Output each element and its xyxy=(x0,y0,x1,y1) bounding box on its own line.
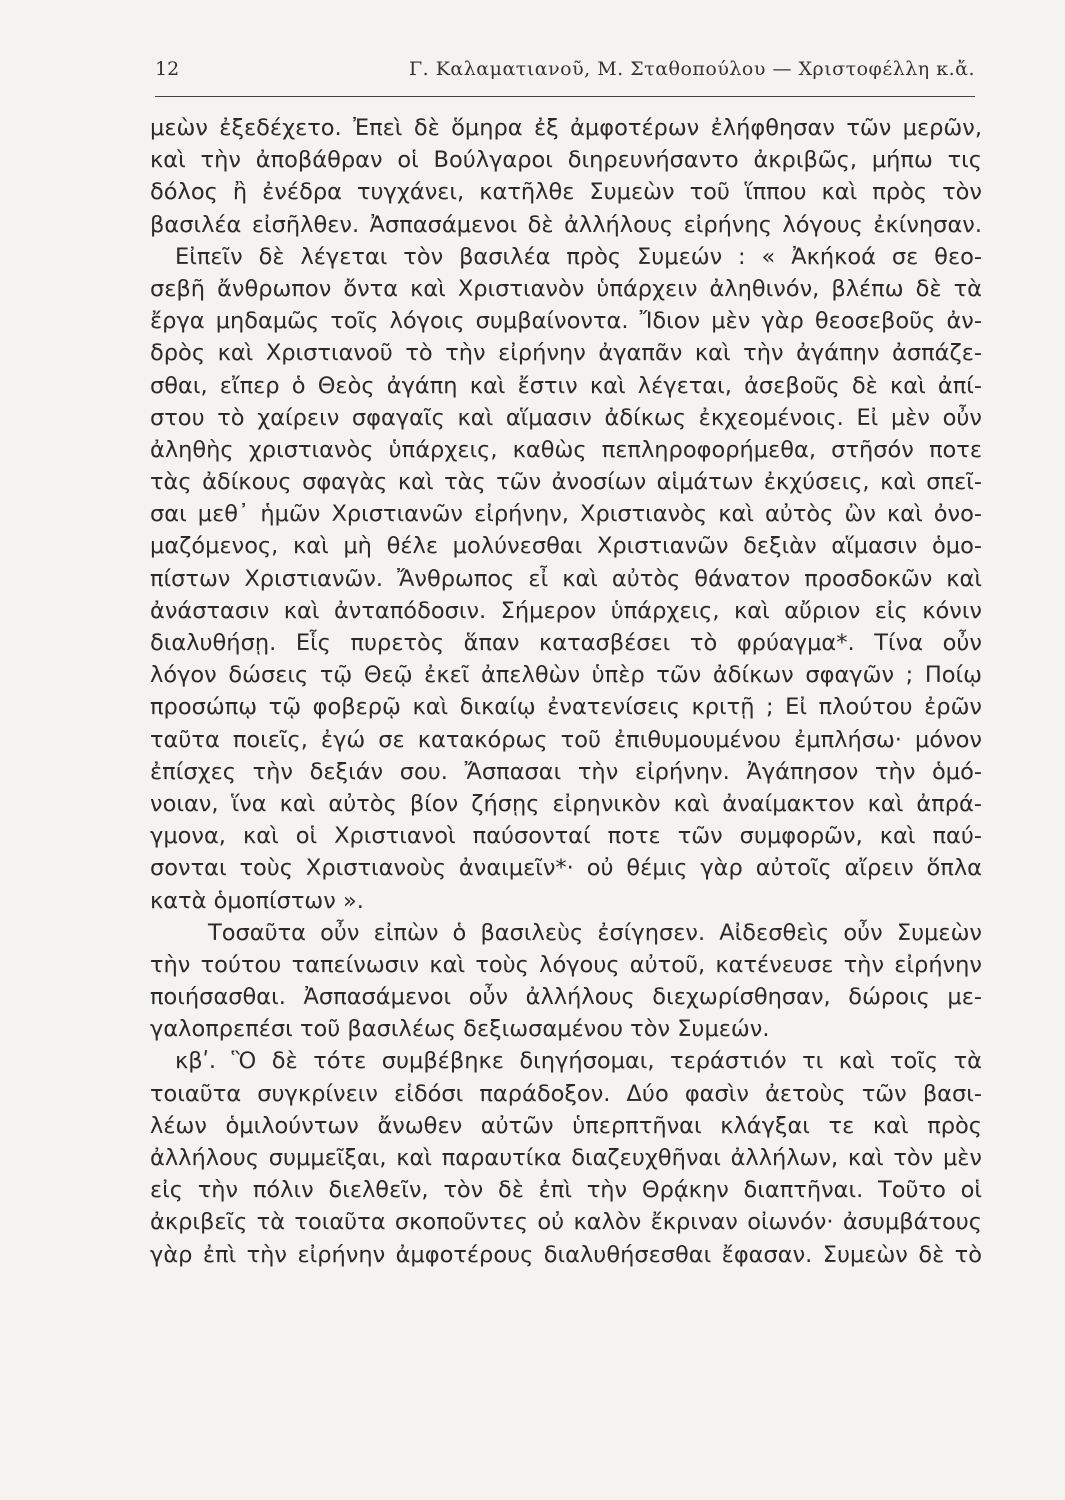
text-line: ποιήσασθαι. Ἀσπασάμενοι οὖν ἀλλήλους διεχωρίσθησαν, δώροις με- xyxy=(150,984,982,1011)
text-line: γμονα, καὶ οἱ Χριστιανοὶ παύσονταί ποτε τῶν συμφορῶν, καὶ παύ- xyxy=(150,823,982,850)
text-line: δόλος ἢ ἐνέδρα τυγχάνει, κατῆλθε Συμεὼν τοῦ ἵππου καὶ πρὸς τὸν xyxy=(150,179,982,206)
text-line: καὶ τὴν ἀποβάθραν οἱ Βούλγαροι διηρευνήσαντο ἀκριβῶς, μήπω τις xyxy=(150,147,982,174)
text-line: γὰρ ἐπὶ τὴν εἰρήνην ἀμφοτέρους διαλυθήσεσθαι ἔφασαν. Συμεὼν δὲ τὸ xyxy=(150,1241,982,1268)
text-line: Εἰπεῖν δὲ λέγεται τὸν βασιλέα πρὸς Συμεών : « Ἀκήκοά σε θεο- xyxy=(175,243,982,270)
text-line: τὰς ἀδίκους σφαγὰς καὶ τὰς τῶν ἀνοσίων αἱμάτων ἐκχύσεις, καὶ σπεῖ- xyxy=(150,469,982,496)
text-line: σεβῆ ἄνθρωπον ὄντα καὶ Χριστιανὸν ὑπάρχειν ἀληθινόν, βλέπω δὲ τὰ xyxy=(150,275,982,302)
text-line: κατὰ ὁμοπίστων ». xyxy=(150,887,364,914)
text-line: λόγον δώσεις τῷ Θεῷ ἐκεῖ ἀπελθὼν ὑπὲρ τῶν ἀδίκων σφαγῶν ; Ποίῳ xyxy=(150,662,982,689)
page-number: 12 xyxy=(155,58,180,80)
text-line: σθαι, εἴπερ ὁ Θεὸς ἀγάπη καὶ ἔστιν καὶ λέγεται, ἀσεβοῦς δὲ καὶ ἀπί- xyxy=(150,372,982,399)
text-line: ἀληθὴς χριστιανὸς ὑπάρχεις, καθὼς πεπληροφορήμεθα, στῆσόν ποτε xyxy=(150,436,982,463)
text-line: τὴν τούτου ταπείνωσιν καὶ τοὺς λόγους αὐτοῦ, κατένευσε τὴν εἰρήνην xyxy=(150,951,982,978)
text-line: κβʹ. Ὃ δὲ τότε συμβέβηκε διηγήσομαι, τεράστιόν τι καὶ τοῖς τὰ xyxy=(175,1048,982,1075)
page-header xyxy=(155,58,975,88)
text-line: εἰς τὴν πόλιν διελθεῖν, τὸν δὲ ἐπὶ τὴν Θρᾴκην διαπτῆναι. Τοῦτο οἱ xyxy=(150,1177,982,1204)
text-line: ἀνάστασιν καὶ ἀνταπόδοσιν. Σήμερον ὑπάρχεις, καὶ αὔριον εἰς κόνιν xyxy=(150,597,982,624)
header-rule xyxy=(155,96,975,97)
text-line: βασιλέα εἰσῆλθεν. Ἀσπασάμενοι δὲ ἀλλήλους εἰρήνης λόγους ἐκίνησαν. xyxy=(150,211,982,238)
text-line: σονται τοὺς Χριστιανοὺς ἀναιμεῖν*· οὐ θέμις γὰρ αὐτοῖς αἴρειν ὅπλα xyxy=(150,855,982,882)
text-line: ἀλλήλους συμμεῖξαι, καὶ παραυτίκα διαζευχθῆναι ἀλλήλων, καὶ τὸν μὲν xyxy=(150,1145,982,1171)
text-line: στου τὸ χαίρειν σφαγαῖς καὶ αἵμασιν ἀδίκως ἐκχεομένοις. Εἰ μὲν οὖν xyxy=(150,404,982,431)
text-line: νοιαν, ἵνα καὶ αὐτὸς βίον ζήσῃς εἰρηνικὸν καὶ ἀναίμακτον καὶ ἀπρά- xyxy=(150,790,982,817)
text-line: λέων ὁμιλούντων ἄνωθεν αὐτῶν ὑπερπτῆναι κλάγξαι τε καὶ πρὸς xyxy=(150,1112,982,1139)
text-line: προσώπῳ τῷ φοβερῷ καὶ δικαίῳ ἐνατενίσεις κριτῇ ; Εἰ πλούτου ἐρῶν xyxy=(150,694,982,721)
text-line: σαι μεθ᾽ ἡμῶν Χριστιανῶν εἰρήνην, Χριστιανὸς καὶ αὐτὸς ὢν καὶ ὀνο- xyxy=(150,501,982,528)
text-line: ἔργα μηδαμῶς τοῖς λόγοις συμβαίνοντα. Ἴδιον μὲν γὰρ θεοσεβοῦς ἀν- xyxy=(150,308,982,335)
text-line: πίστων Χριστιανῶν. Ἄνθρωπος εἶ καὶ αὐτὸς θάνατον προσδοκῶν καὶ xyxy=(150,565,982,592)
text-line: γαλοπρεπέσι τοῦ βασιλέως δεξιωσαμένου τὸν Συμεών. xyxy=(150,1016,770,1043)
text-line: ταῦτα ποιεῖς, ἐγώ σε κατακόρως τοῦ ἐπιθυμουμένου ἐμπλήσω· μόνον xyxy=(150,726,982,753)
text-line: μεὼν ἐξεδέχετο. Ἐπεὶ δὲ ὅμηρα ἐξ ἀμφοτέρων ἐλήφθησαν τῶν μερῶν, xyxy=(150,115,982,141)
running-title: Γ. Καλαματιανοῦ, Μ. Σταθοπούλου — Χριστοφέλλη κ.ἄ. xyxy=(408,58,975,80)
text-line: ἀκριβεῖς τὰ τοιαῦτα σκοποῦντες οὐ καλὸν ἔκριναν οἰωνόν· ἀσυμβάτους xyxy=(150,1209,982,1236)
text-line: ἐπίσχες τὴν δεξιάν σου. Ἄσπασαι τὴν εἰρήνην. Ἀγάπησον τὴν ὁμό- xyxy=(150,758,982,785)
text-line: δρὸς καὶ Χριστιανοῦ τὸ τὴν εἰρήνην ἀγαπᾶν καὶ τὴν ἀγάπην ἀσπάζε- xyxy=(150,340,982,367)
text-line: Τοσαῦτα οὖν εἰπὼν ὁ βασιλεὺς ἐσίγησεν. Αἰδεσθεὶς οὖν Συμεὼν xyxy=(208,919,982,946)
text-line: τοιαῦτα συγκρίνειν εἰδόσι παράδοξον. Δύο φασὶν ἀετοὺς τῶν βασι- xyxy=(150,1080,982,1107)
text-line: διαλυθήσῃ. Εἷς πυρετὸς ἅπαν κατασβέσει τὸ φρύαγμα*. Τίνα οὖν xyxy=(150,630,982,656)
body-text xyxy=(150,112,982,1271)
text-line: μαζόμενος, καὶ μὴ θέλε μολύνεσθαι Χριστιανῶν δεξιὰν αἵμασιν ὁμο- xyxy=(150,533,982,560)
